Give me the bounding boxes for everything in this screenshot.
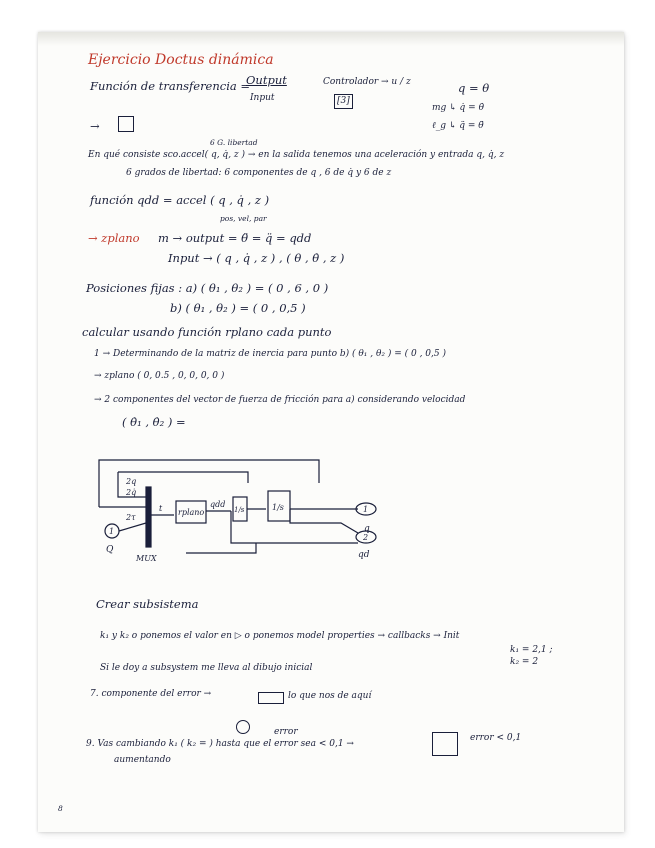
- text-funcion-qdd: función qdd = accel ( q , q̇ , z ): [90, 193, 270, 207]
- text-k1-k2: k₁ y k₂ o ponemos el valor en ▷ o ponemos model properties → callbacks → Init: [100, 631, 460, 641]
- text-componente-error: 7. componente del error →: [90, 689, 212, 699]
- text-vas-cambiando: 9. Vas cambiando k₁ ( k₂ = ) hasta que el error sea < 0,1 →: [86, 739, 354, 749]
- text-k1-value: k₁ = 2,1 ;: [510, 645, 553, 655]
- page-top-shadow: [38, 32, 624, 46]
- text-input: Input: [250, 93, 275, 103]
- text-subsystem: Si le doy a subsystem me lleva al dibujo inicial: [100, 663, 313, 673]
- text-componentes-friccion: → 2 componentes del vector de fuerza de fricción para a) considerando velocidad: [94, 395, 466, 405]
- text-qdd-thetadd: ℓ_g ↳ q̈ = θ̈: [432, 121, 484, 131]
- text-zplano-output: m → output = θ̈ = q̈ = qdd: [158, 231, 312, 245]
- diagram-integrator-2: 1/s: [272, 503, 284, 512]
- text-6-grados: 6 grados de libertad: 6 componentes de q , 6 de q̇ y 6 de z: [126, 168, 392, 178]
- text-sco-accel: En qué consiste sco.accel( q, q̇, z ) → en la salida tenemos una aceleración y entrada q, q̇, z: [88, 150, 505, 160]
- diagram-signal-t: t: [159, 504, 163, 513]
- diagram-out-q: q: [364, 524, 370, 534]
- page-corner-mark: 8: [58, 804, 63, 813]
- text-determinando: 1 → Determinando de la matriz de inercia para punto b) ( θ₁ , θ₂ ) = ( 0 , 0,5 ): [94, 349, 446, 359]
- text-output: Output: [246, 73, 287, 87]
- diagram-label-2t: 2τ: [126, 513, 136, 522]
- scope-icon: [432, 732, 458, 756]
- text-k2-value: k₂ = 2: [510, 657, 539, 667]
- text-zplano-arrow: → zplano: [88, 231, 140, 245]
- diagram-out1-number: 1: [363, 505, 369, 514]
- text-error-threshold: error < 0,1: [470, 733, 522, 743]
- diagram-rplano-block: rplano: [178, 508, 205, 517]
- text-pos-vel-par: pos, vel, par: [220, 214, 267, 223]
- text-qd-thetad: mg ↳ q̇ = θ̇: [432, 103, 485, 113]
- controller-block: [3]: [334, 94, 353, 109]
- error-block: [258, 692, 284, 704]
- text-lo-que-nos-de: lo que nos de aquí: [288, 691, 372, 701]
- text-controller: Controlador → u / z: [323, 77, 411, 87]
- text-calcular: calcular usando función rplano cada punto: [82, 325, 332, 339]
- diagram-integrator-1: 1/s: [234, 506, 245, 514]
- text-q-theta: q = θ: [458, 81, 490, 95]
- text-aumentando: aumentando: [114, 755, 171, 765]
- text-posiciones-b: b) ( θ₁ , θ₂ ) = ( 0 , 0,5 ): [170, 301, 306, 315]
- notebook-page: [38, 32, 624, 832]
- diagram-out-qd: qd: [358, 550, 370, 560]
- diagram-qdd-signal: qdd: [210, 500, 226, 509]
- diagram-out2-number: 2: [363, 533, 369, 542]
- diagram-label-2q: 2q: [126, 477, 137, 486]
- text-zplano-input: Input → ( q , q̇ , z ) , ( θ , θ̇ , z ): [168, 251, 345, 265]
- error-circle: [236, 720, 250, 734]
- block-diagram: [96, 457, 396, 569]
- text-velocidades: ( θ̇₁ , θ̇₂ ) =: [122, 415, 186, 429]
- text-6-gl: 6 G. libertad: [210, 138, 258, 147]
- page-title: Ejercicio Doctus dinámica: [88, 52, 274, 68]
- text-zplano-values: → zplano ( 0, 0.5 , 0, 0, 0, 0 ): [94, 371, 225, 381]
- diagram-source-number: 1: [109, 527, 115, 536]
- text-error: error: [274, 727, 298, 737]
- text-crear-subsistema: Crear subsistema: [96, 597, 199, 611]
- empty-box: [118, 116, 134, 132]
- text-posiciones-a: Posiciones fijas : a) ( θ₁ , θ₂ ) = ( 0 , 6 , 0 ): [86, 281, 329, 295]
- diagram-label-2qd: 2q̇: [126, 488, 137, 497]
- diagram-mux-label: MUX: [136, 554, 157, 563]
- text-transfer-function: Función de transferencia =: [90, 79, 251, 93]
- arrow-mark: →: [90, 119, 100, 133]
- diagram-source-label: Q: [106, 545, 114, 555]
